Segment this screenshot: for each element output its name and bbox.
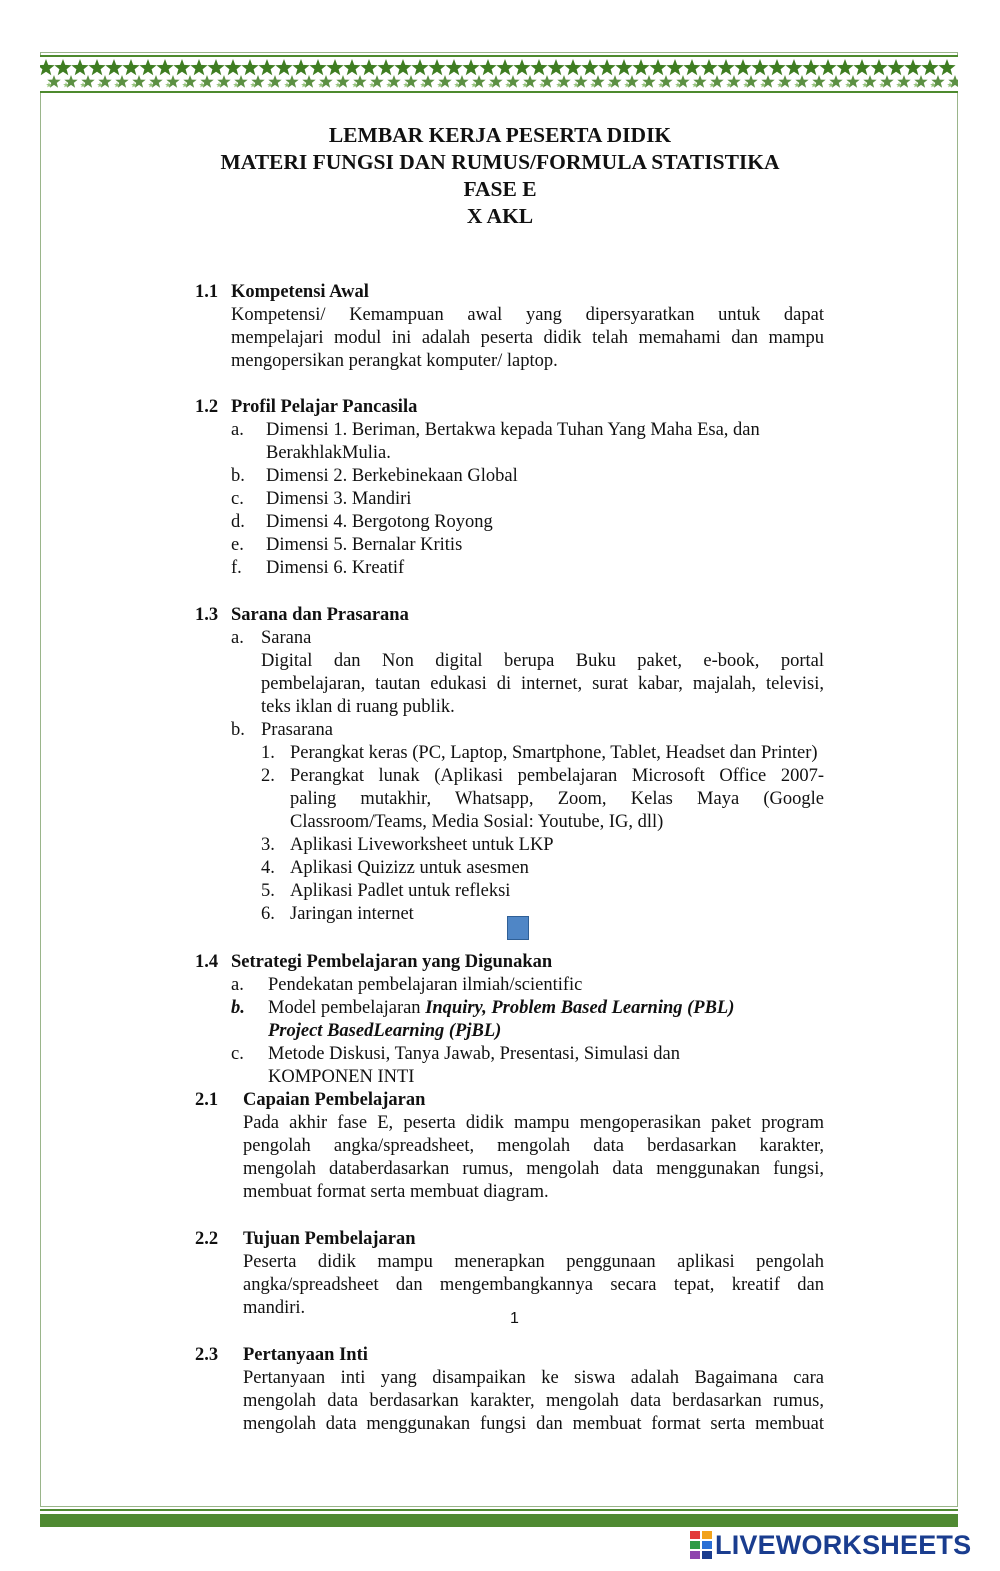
star-shape	[666, 59, 683, 75]
star-shape	[632, 59, 649, 75]
list-item-cont: Classroom/Teams, Media Sosial: Youtube, IG, dll)	[290, 812, 664, 832]
list-marker: e.	[231, 535, 244, 555]
list-item: Perangkat keras (PC, Laptop, Smartphone, Tablet, Headset dan Printer)	[290, 743, 818, 763]
star-shape	[683, 59, 700, 75]
star-shape	[649, 59, 666, 75]
paragraph-line: teks iklan di ruang publik.	[261, 697, 455, 717]
section-heading: Sarana dan Prasarana	[231, 605, 409, 625]
star-shape	[224, 59, 241, 75]
list-number: 3.	[261, 835, 275, 855]
star-shape	[40, 59, 55, 75]
section-heading: Kompetensi Awal	[231, 282, 369, 302]
paragraph-line: Pada akhir fase E, peserta didik mampu mengoperasikan paket program	[243, 1113, 824, 1133]
list-item-cont: Project BasedLearning (PjBL)	[268, 1021, 502, 1041]
list-item	[268, 997, 734, 1020]
section-number: 1.2	[195, 397, 219, 417]
paragraph-line: mandiri.	[243, 1298, 306, 1318]
title-line-1: LEMBAR KERJA PESERTA DIDIK	[328, 123, 672, 147]
section-heading: Tujuan Pembelajaran	[243, 1229, 416, 1249]
list-item: Dimensi 5. Bernalar Kritis	[266, 535, 463, 555]
star-shape	[156, 59, 173, 75]
list-item-cont: paling mutakhir, Whatsapp, Zoom, Kelas Maya (Google	[290, 789, 824, 809]
star-shape	[258, 59, 275, 75]
list-item: Aplikasi Liveworksheet untuk LKP	[290, 835, 554, 855]
answer-box[interactable]	[507, 916, 529, 940]
star-shape	[207, 59, 224, 75]
list-marker: b.	[231, 466, 245, 486]
list-item: Jaringan internet	[290, 904, 414, 924]
star-shape	[377, 59, 394, 75]
star-border-top	[40, 55, 958, 93]
section-number: 1.3	[195, 605, 219, 625]
liveworksheets-logo-icon	[690, 1531, 712, 1559]
star-shape	[173, 59, 190, 75]
star-shape	[870, 59, 887, 75]
star-shape	[717, 59, 734, 75]
star-pattern	[40, 57, 958, 91]
star-shape	[598, 59, 615, 75]
star-shape	[564, 59, 581, 75]
star-shape	[734, 59, 751, 75]
star-shape	[496, 59, 513, 75]
list-number: 6.	[261, 904, 275, 924]
bottom-border-line	[40, 1509, 958, 1511]
star-shape	[904, 59, 921, 75]
list-marker: f.	[231, 558, 242, 578]
list-item: Aplikasi Quizizz untuk asesmen	[290, 858, 529, 878]
list-item: Dimensi 6. Kreatif	[266, 558, 405, 578]
star-shape	[343, 59, 360, 75]
star-shape	[615, 59, 632, 75]
star-shape	[819, 59, 836, 75]
list-item-text: Model pembelajaran	[268, 998, 426, 1018]
list-item: Perangkat lunak (Aplikasi pembelajaran Microsoft Office 2007-	[290, 766, 824, 786]
star-shape	[921, 59, 938, 75]
star-shape	[292, 59, 309, 75]
star-shape	[71, 59, 88, 75]
section-heading: Pertanyaan Inti	[243, 1345, 368, 1365]
star-shape	[190, 59, 207, 75]
list-item: Metode Diskusi, Tanya Jawab, Presentasi, Simulasi dan	[268, 1044, 680, 1064]
list-item-cont: BerakhlakMulia.	[266, 443, 391, 463]
star-shape	[326, 59, 343, 75]
list-number: 1.	[261, 743, 275, 763]
paragraph-line: Kompetensi/ Kemampuan awal yang dipersyaratkan untuk dapat	[231, 305, 824, 325]
paragraph-line: mengolah databerdasarkan rumus, mengolah data menggunakan fungsi,	[243, 1159, 824, 1179]
paragraph-line: mengopersikan perangkat komputer/ laptop.	[231, 351, 558, 371]
section-number: 2.3	[195, 1345, 219, 1365]
star-shape	[479, 59, 496, 75]
list-marker: a.	[231, 420, 244, 440]
list-marker: c.	[231, 1044, 244, 1064]
list-marker: b.	[231, 998, 245, 1018]
list-number: 2.	[261, 766, 275, 786]
star-shape	[785, 59, 802, 75]
list-item: Dimensi 3. Mandiri	[266, 489, 412, 509]
list-item: Dimensi 2. Berkebinekaan Global	[266, 466, 518, 486]
star-shape	[853, 59, 870, 75]
star-shape	[241, 59, 258, 75]
section-number: 1.4	[195, 952, 219, 972]
star-shape	[309, 59, 326, 75]
paragraph-line: membuat format serta membuat diagram.	[243, 1182, 549, 1202]
star-shape	[411, 59, 428, 75]
star-shape	[547, 59, 564, 75]
list-marker: d.	[231, 512, 245, 532]
list-marker: a.	[231, 975, 244, 995]
list-marker: b.	[231, 720, 245, 740]
list-item: Dimensi 4. Bergotong Royong	[266, 512, 493, 532]
star-shape	[751, 59, 768, 75]
paragraph-line: Pertanyaan inti yang disampaikan ke siswa adalah Bagaimana cara	[243, 1368, 824, 1388]
list-item: Aplikasi Padlet untuk refleksi	[290, 881, 511, 901]
bottom-border-band	[40, 1514, 958, 1527]
section-number: 1.1	[195, 282, 219, 302]
paragraph-line: mengolah data menggunakan fungsi dan membuat format serta membuat	[243, 1414, 824, 1434]
brand-name: LIVEWORKSHEETS	[715, 1529, 972, 1560]
star-shape	[88, 59, 105, 75]
list-item: Dimensi 1. Beriman, Bertakwa kepada Tuhan Yang Maha Esa, dan	[266, 420, 760, 440]
title-line-2: MATERI FUNGSI DAN RUMUS/FORMULA STATISTIKA	[220, 150, 780, 174]
star-shape	[54, 59, 71, 75]
section-heading: Capaian Pembelajaran	[243, 1090, 426, 1110]
list-marker: a.	[231, 628, 244, 648]
page-number: 1	[510, 1310, 519, 1327]
star-shape	[139, 59, 156, 75]
star-shape	[581, 59, 598, 75]
paragraph-line: Peserta didik mampu menerapkan penggunaan aplikasi pengolah	[243, 1252, 824, 1272]
paragraph-line: pembelajaran, tautan edukasi di internet, surat kabar, majalah, televisi,	[261, 674, 824, 694]
section-heading: Profil Pelajar Pancasila	[231, 397, 418, 417]
sub-heading: Sarana	[261, 628, 312, 648]
sub-heading: Prasarana	[261, 720, 333, 740]
paragraph-line: angka/spreadsheet dan mengembangkannya secara tepat, kreatif dan	[243, 1275, 824, 1295]
section-number: 2.1	[195, 1090, 219, 1110]
star-shape	[513, 59, 530, 75]
star-shape	[802, 59, 819, 75]
star-shape	[122, 59, 139, 75]
paragraph-line: mempelajari modul ini adalah peserta didik telah memahami dan mampu	[231, 328, 824, 348]
star-shape	[700, 59, 717, 75]
star-shape	[360, 59, 377, 75]
star-shape	[428, 59, 445, 75]
list-number: 4.	[261, 858, 275, 878]
star-shape	[530, 59, 547, 75]
star-shape	[836, 59, 853, 75]
document-title	[0, 122, 1000, 230]
list-item-emphasis: Inquiry, Problem Based Learning (PBL)	[425, 998, 735, 1018]
star-shape	[445, 59, 462, 75]
section-number: 2.2	[195, 1229, 219, 1249]
star-shape	[275, 59, 292, 75]
title-line-4: X AKL	[466, 204, 534, 228]
star-shape	[105, 59, 122, 75]
section-heading: Setrategi Pembelajaran yang Digunakan	[231, 952, 553, 972]
paragraph-line: pengolah angka/spreadsheet, mengolah data berdasarkan karakter,	[243, 1136, 824, 1156]
list-marker: c.	[231, 489, 244, 509]
liveworksheets-logo[interactable]	[690, 1529, 971, 1561]
paragraph-line: Digital dan Non digital berupa Buku paket, e-book, portal	[261, 651, 824, 671]
list-item: Pendekatan pembelajaran ilmiah/scientific	[268, 975, 583, 995]
star-shape	[938, 59, 955, 75]
star-shape	[887, 59, 904, 75]
list-number: 5.	[261, 881, 275, 901]
paragraph-line: mengolah data berdasarkan karakter, mengolah data berdasarkan rumus,	[243, 1391, 824, 1411]
star-shape	[394, 59, 411, 75]
star-shape	[462, 59, 479, 75]
star-shape	[768, 59, 785, 75]
list-item-cont: KOMPONEN INTI	[268, 1067, 415, 1087]
title-line-3: FASE E	[463, 177, 537, 201]
